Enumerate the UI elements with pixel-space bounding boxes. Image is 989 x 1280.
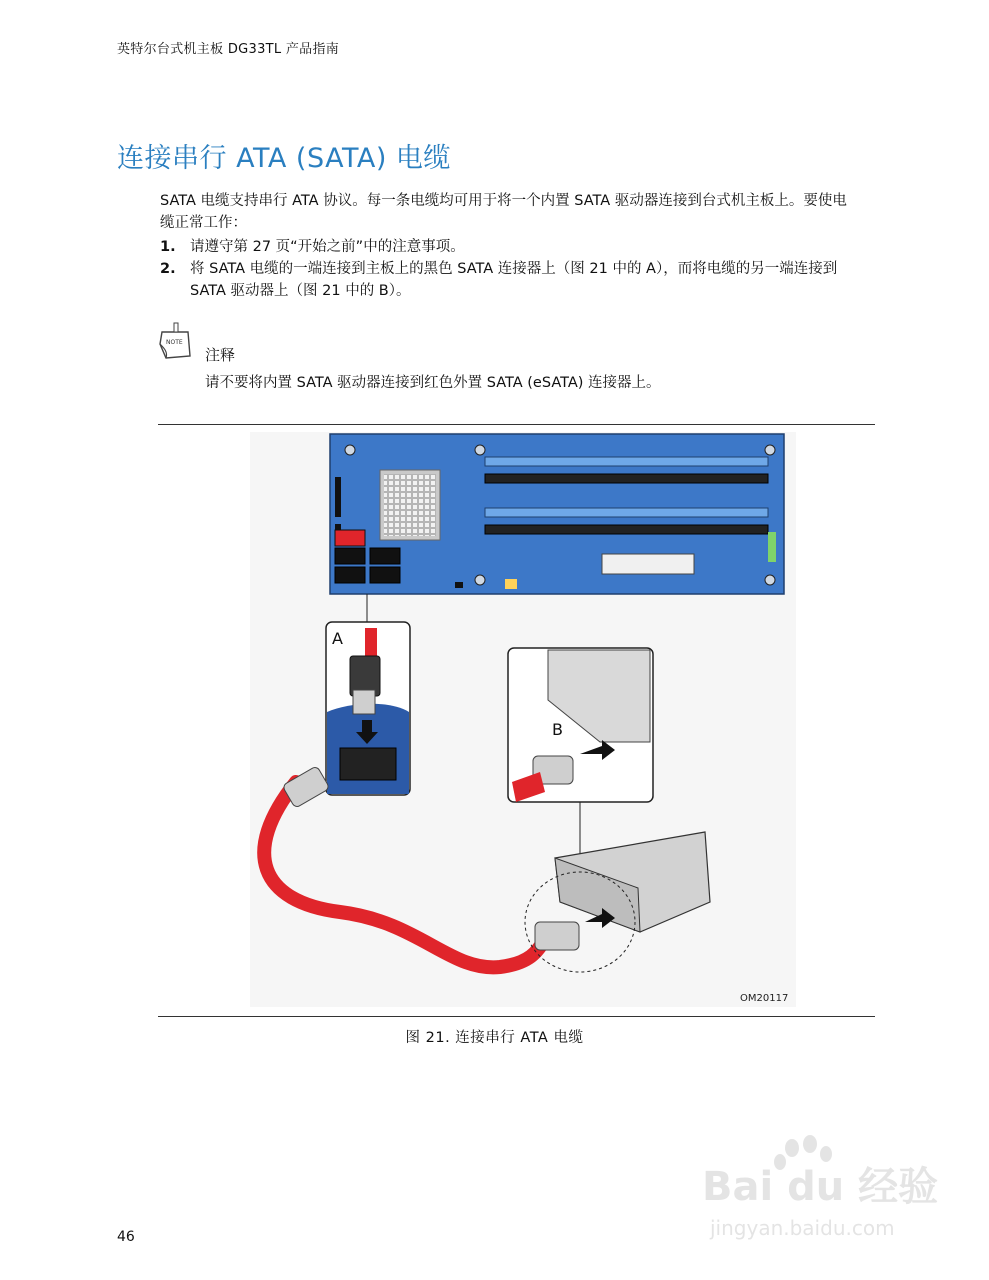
step-text: 请遵守第 27 页“开始之前”中的注意事项。 <box>190 239 465 255</box>
figure-top-rule <box>158 424 875 425</box>
step-number: 1. <box>160 239 176 255</box>
dimm-slot <box>485 508 768 517</box>
dimm-slot <box>485 457 768 466</box>
list-item <box>160 236 860 258</box>
watermark-logo: Bai du 经验 <box>702 1164 939 1210</box>
sata-connector <box>370 548 400 564</box>
figure-code: OM20117 <box>740 993 789 1004</box>
list-item <box>160 258 860 302</box>
step-number: 2. <box>160 261 176 277</box>
note-title: 注释 <box>205 346 236 364</box>
label-b: B <box>552 720 563 739</box>
esata-connector-red <box>335 530 365 546</box>
intro-paragraph: SATA 电缆支持串行 ATA 协议。每一条电缆均可用于将一个内置 SATA 驱动器连接到台式机主板上。要使电缆正常工作： <box>160 193 847 231</box>
note-icon-label: NOTE <box>166 339 183 346</box>
sata-cable <box>264 782 550 967</box>
steps-list <box>160 236 860 302</box>
atx-power-connector <box>602 554 694 574</box>
section-title: 连接串行 ATA (SATA) 电缆 <box>117 143 451 174</box>
baidu-watermark <box>700 1130 940 1245</box>
figure-bottom-rule <box>158 1016 875 1017</box>
label-a: A <box>332 629 343 648</box>
step-text: 将 SATA 电缆的一端连接到主板上的黑色 SATA 连接器上（图 21 中的 A），而将电缆的另一端连接到 SATA 驱动器上（图 21 中的 B）。 <box>190 261 838 299</box>
note-icon <box>158 322 194 362</box>
dimm-slot <box>485 525 768 534</box>
note-text: 请不要将内置 SATA 驱动器连接到红色外置 SATA (eSATA) 连接器上。 <box>205 375 661 391</box>
sata-connector <box>335 567 365 583</box>
dimm-slot <box>485 474 768 483</box>
watermark-url: jingyan.baidu.com <box>710 1216 895 1240</box>
sata-connector <box>335 548 365 564</box>
sata-connector <box>370 567 400 583</box>
figure-illustration <box>250 432 796 1007</box>
running-header: 英特尔台式机主板 DG33TL 产品指南 <box>117 42 340 57</box>
page-number: 46 <box>117 1229 135 1245</box>
figure-caption: 图 21. 连接串行 ATA 电缆 <box>405 1030 584 1046</box>
sata-diagram <box>250 432 796 1007</box>
